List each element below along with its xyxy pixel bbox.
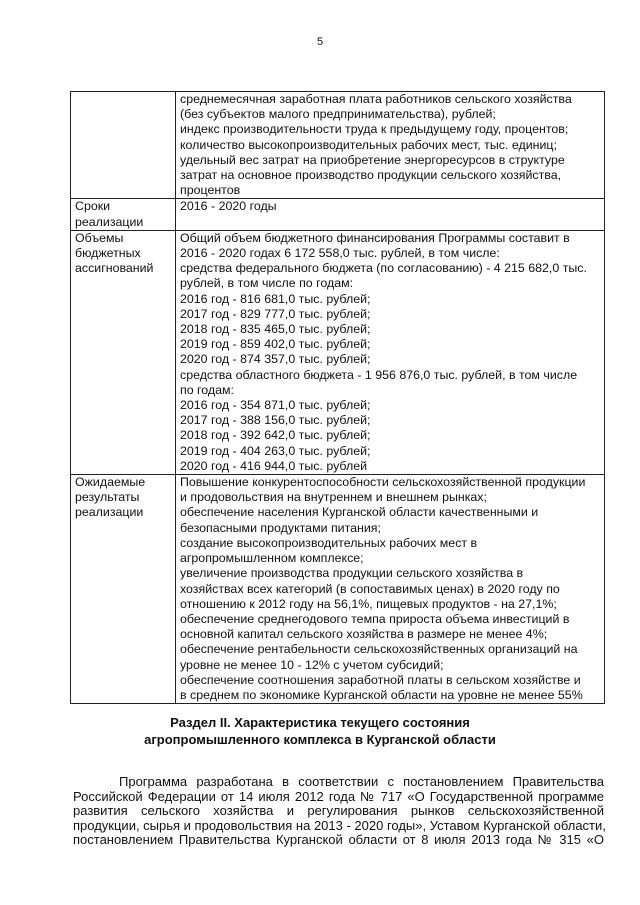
row-content-line: 2018 год - 392 642,0 тыс. рублей;	[180, 428, 371, 443]
row-content-line: 2016 год - 354 871,0 тыс. рублей;	[180, 398, 371, 413]
row-content-line: и продовольствия на внутреннем и внешнем рынках;	[180, 490, 487, 505]
row-label-cell	[71, 92, 176, 199]
row-content-line: 2016 - 2020 годах 6 172 558,0 тыс. рублей, в том числе:	[180, 246, 500, 261]
program-passport-table	[70, 91, 605, 704]
row-content-line: Повышение конкурентоспособности сельскохозяйственной продукции	[180, 475, 586, 490]
row-content-line: 2016 год - 816 681,0 тыс. рублей;	[180, 291, 371, 306]
row-content-line: процентов	[180, 183, 241, 198]
row-label-line: бюджетных	[75, 246, 141, 261]
row-content-cell	[176, 92, 605, 199]
row-content-line: среднемесячная заработная плата работников сельского хозяйства	[180, 92, 572, 106]
page-number: 5	[316, 36, 324, 48]
row-content-line: удельный вес затрат на приобретение энергоресурсов в структуре	[180, 152, 565, 167]
row-content-line: количество высокопроизводительных рабочих мест, тыс. единиц;	[180, 137, 557, 152]
row-label-line: Объемы	[75, 230, 124, 245]
row-content-cell	[176, 475, 605, 704]
row-label-line: результаты	[75, 490, 140, 505]
row-content-line: безопасными продуктами питания;	[180, 520, 381, 535]
row-content-line: обеспечение соотношения заработной платы в сельском хозяйстве и	[180, 672, 581, 687]
row-content-line: индекс производительности труда к предыдущему году, процентов;	[180, 122, 569, 137]
row-content-line: средства федерального бюджета (по согласованию) - 4 215 682,0 тыс.	[180, 261, 587, 276]
table-row	[71, 199, 605, 230]
row-content-cell	[176, 230, 605, 474]
table-row	[71, 230, 605, 474]
row-content-line: обеспечение среднегодового темпа прироста объема инвестиций в	[180, 611, 570, 626]
row-label-line: Ожидаемые	[75, 475, 146, 490]
section-heading	[0, 714, 640, 748]
row-content-line: 2018 год - 835 465,0 тыс. рублей;	[180, 322, 371, 337]
row-label-line: реализации	[75, 505, 144, 520]
row-content-line: затрат на основное производство продукции сельского хозяйства,	[180, 168, 562, 183]
row-content-line: увеличение производства продукции сельского хозяйства в	[180, 566, 524, 581]
table-row	[71, 92, 605, 199]
row-content-line: 2017 год - 829 777,0 тыс. рублей;	[180, 306, 371, 321]
row-content-line: уровне не менее 10 - 12% с учетом субсидий;	[180, 657, 444, 672]
paragraph-line: Программа разработана в соответствии с постановлением Правительства	[119, 774, 604, 789]
row-content-line: 2019 год - 859 402,0 тыс. рублей;	[180, 337, 371, 352]
row-content-line: рублей, в том числе по годам:	[180, 276, 354, 291]
row-label-line: ассигнований	[75, 261, 154, 276]
row-content-line: создание высокопроизводительных рабочих мест в	[180, 535, 478, 550]
row-content-line: 2020 год - 874 357,0 тыс. рублей;	[180, 352, 371, 367]
row-content-line: обеспечение населения Курганской области качественными и	[180, 505, 539, 520]
row-label-line: реализации	[75, 214, 144, 229]
row-content-line: агропромышленном комплексе;	[180, 551, 364, 566]
row-content-line: (без субъектов малого предпринимательства), рублей;	[180, 107, 496, 122]
paragraph-line: постановлением Правительства Курганской области от 8 июля 2013 года № 315 «О	[73, 832, 604, 848]
row-content-line: обеспечение рентабельности сельскохозяйственных организаций на	[180, 642, 578, 657]
row-content-line: в среднем по экономике Курганской области на уровне не менее 55%	[180, 687, 583, 702]
body-paragraph	[73, 775, 604, 848]
paragraph-line: развития сельского хозяйства и регулирования рынков сельскохозяйственной	[73, 803, 604, 819]
row-label-line: Сроки	[75, 199, 111, 214]
row-content-line: 2017 год - 388 156,0 тыс. рублей;	[180, 413, 371, 428]
paragraph-line: Российской Федерации от 14 июля 2012 года № 717 «О Государственной программе	[73, 788, 604, 804]
section-heading-line: Раздел II. Характеристика текущего состояния	[170, 715, 470, 730]
row-label-cell	[71, 475, 176, 704]
row-content-line: отношению к 2012 году на 56,1%, пищевых продуктов - на 27,1%;	[180, 596, 557, 611]
row-content-line: хозяйствах всех категорий (в сопоставимых ценах) в 2020 году по	[180, 581, 560, 596]
row-content-line: Общий объем бюджетного финансирования Программы составит в	[180, 230, 570, 245]
row-content-line: основной капитал сельского хозяйства в размере не менее 4%;	[180, 627, 548, 642]
row-content-cell	[176, 199, 605, 230]
paragraph-line: продукции, сырья и продовольствия на 2013 - 2020 годы», Уставом Курганской области,	[73, 817, 606, 833]
row-label-cell	[71, 199, 176, 230]
row-content-line: по годам:	[180, 382, 234, 397]
row-content-line: 2020 год - 416 944,0 тыс. рублей	[180, 458, 368, 473]
row-content-line: средства областного бюджета - 1 956 876,0 тыс. рублей, в том числе	[180, 367, 578, 382]
row-content-line: 2016 - 2020 годы	[180, 199, 277, 214]
row-label-cell	[71, 230, 176, 474]
row-content-line: 2019 год - 404 263,0 тыс. рублей;	[180, 443, 371, 458]
table-row	[71, 475, 605, 704]
section-heading-line: агропромышленного комплекса в Курганской области	[144, 732, 496, 747]
